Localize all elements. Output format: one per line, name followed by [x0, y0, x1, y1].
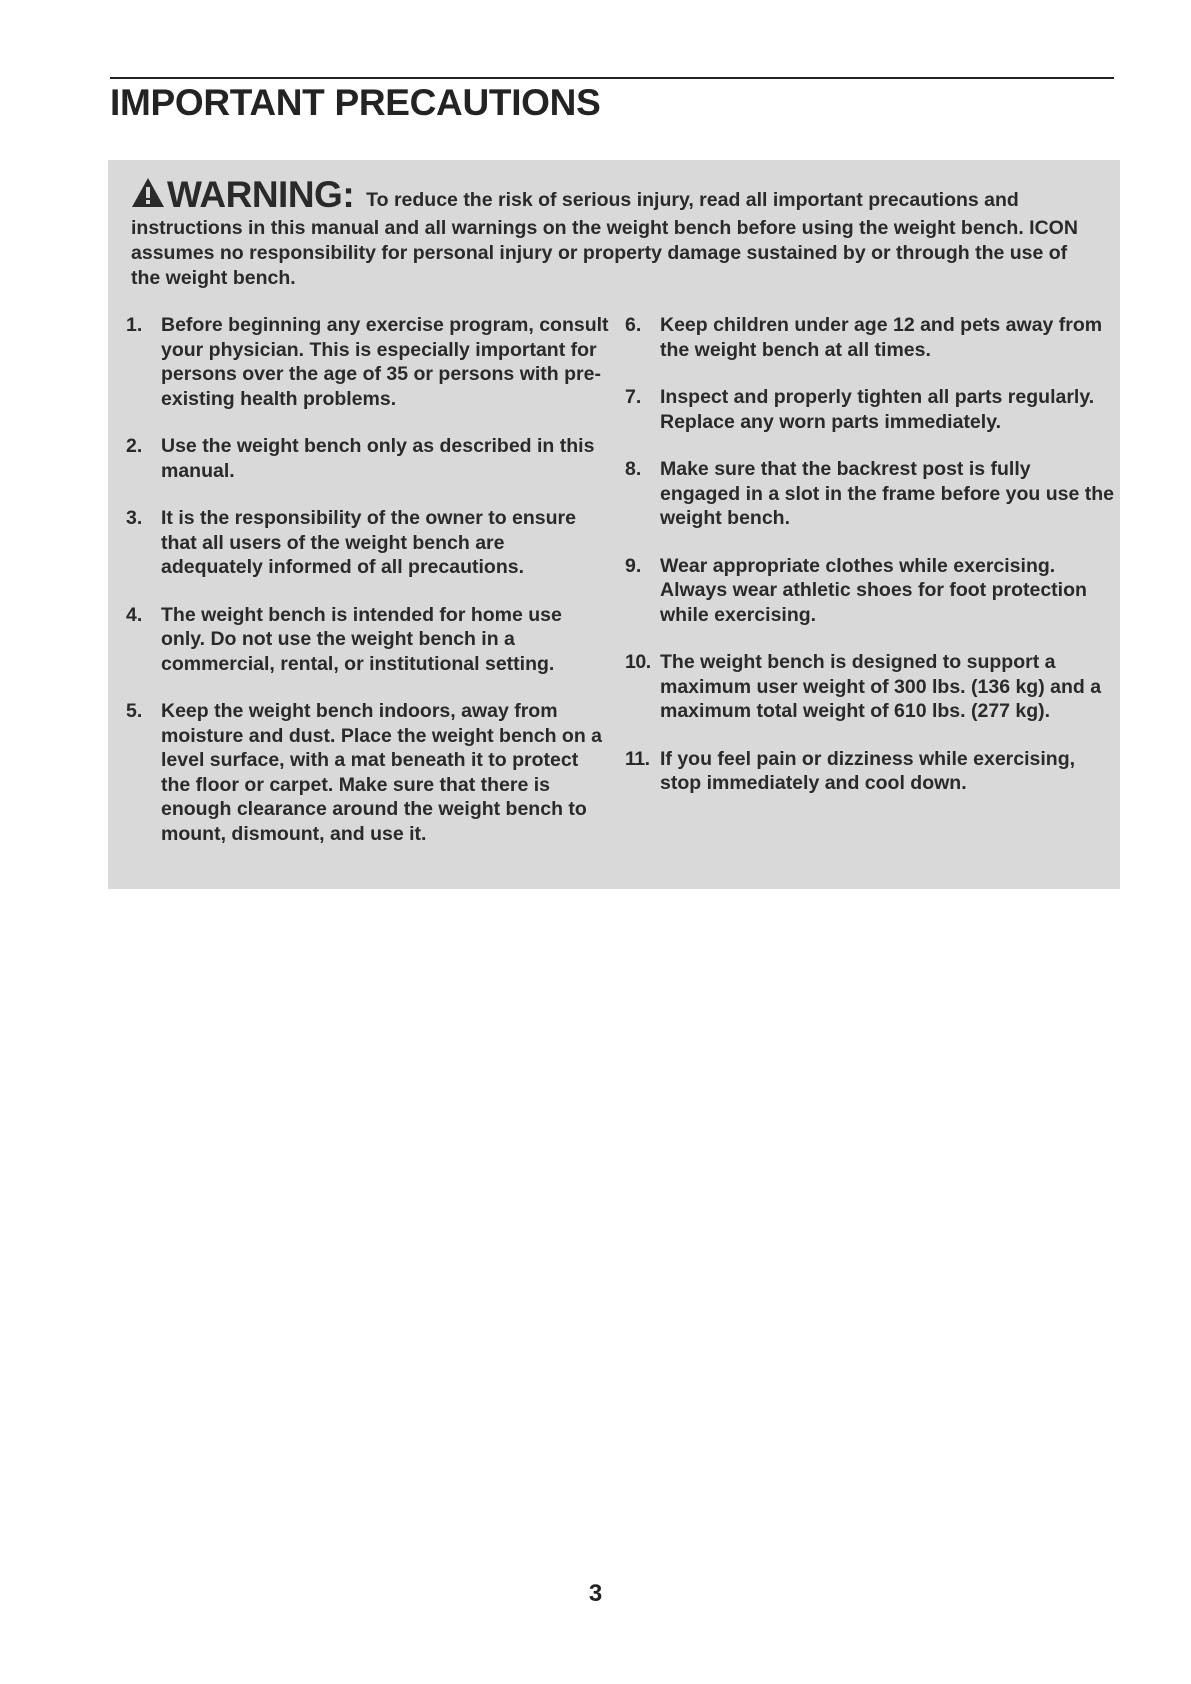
- precaution-item: [625, 457, 1114, 531]
- precaution-item: [625, 747, 1114, 796]
- precaution-number: 5.: [126, 700, 143, 722]
- precaution-number: 4.: [126, 603, 143, 626]
- precaution-item: [625, 313, 1114, 362]
- precaution-number: 6.: [625, 314, 642, 336]
- precaution-text: Before beginning any exercise program, consult your physician. This is especially important for persons over the age of 35 or persons with pre-existing health problems.: [161, 314, 609, 410]
- precaution-number: 1.: [126, 314, 143, 336]
- page-title: IMPORTANT PRECAUTIONS: [110, 82, 601, 123]
- precautions-left-column: [126, 313, 611, 869]
- precaution-number: 8.: [625, 458, 642, 480]
- precaution-text: If you feel pain or dizziness while exercising, stop immediately and cool down.: [660, 747, 1076, 794]
- precaution-number: 3.: [126, 507, 143, 529]
- precaution-item: [625, 650, 1114, 724]
- precaution-item: [126, 313, 611, 411]
- precaution-text: Wear appropriate clothes while exercising. Always wear athletic shoes for foot protection while exercising.: [660, 554, 1087, 626]
- precaution-number: 2.: [126, 435, 143, 457]
- warning-intro: [131, 174, 1081, 291]
- precaution-number: 7.: [625, 386, 642, 408]
- precaution-text: Keep children under age 12 and pets away from the weight bench at all times.: [660, 314, 1103, 361]
- page-number: 3: [588, 1580, 603, 1607]
- precaution-item: [625, 554, 1114, 628]
- precaution-text: It is the responsibility of the owner to ensure that all users of the weight bench are adequately informed of all precautions.: [161, 507, 576, 578]
- precaution-item: [126, 603, 611, 677]
- precaution-text: Inspect and properly tighten all parts regularly. Replace any worn parts immediately.: [660, 386, 1095, 433]
- warning-heading: [131, 174, 354, 216]
- precaution-text: The weight bench is designed to support a maximum user weight of 300 lbs. (136 kg) and a maximum total weight of 610 lbs. (277 kg).: [660, 651, 1102, 722]
- precaution-item: [126, 699, 611, 846]
- warning-triangle-icon: [131, 177, 165, 208]
- header-rule: [110, 77, 1114, 79]
- precaution-text: The weight bench is intended for home use only. Do not use the weight bench in a commercial, rental, or institutional setting.: [161, 603, 562, 675]
- precaution-number: 9.: [625, 554, 642, 577]
- precaution-item: [126, 434, 611, 483]
- warning-text: To reduce the risk of serious injury, read all important precautions and instructions in this manual and all warnings on the weight bench before using the weight bench. ICON assumes no responsibility for personal injury or property damage sustained by or through the use of the weight bench.: [131, 189, 1078, 289]
- warning-heading-label: WARNING:: [167, 174, 355, 215]
- precaution-item: [126, 506, 611, 580]
- precaution-text: Keep the weight bench indoors, away from moisture and dust. Place the weight bench on a level surface, with a mat beneath it to protect the floor or carpet. Make sure that there is enough clearance around the weight bench to mount, dismount, and use it.: [161, 700, 602, 845]
- precaution-text: Use the weight bench only as described in this manual.: [161, 435, 595, 482]
- precautions-right-column: [625, 313, 1114, 819]
- warning-box: [108, 160, 1120, 889]
- precaution-number: 10.: [625, 651, 651, 673]
- precaution-number: 11.: [625, 747, 650, 770]
- precaution-item: [625, 385, 1114, 434]
- precaution-text: Make sure that the backrest post is fully engaged in a slot in the frame before you use the weight bench.: [660, 458, 1115, 529]
